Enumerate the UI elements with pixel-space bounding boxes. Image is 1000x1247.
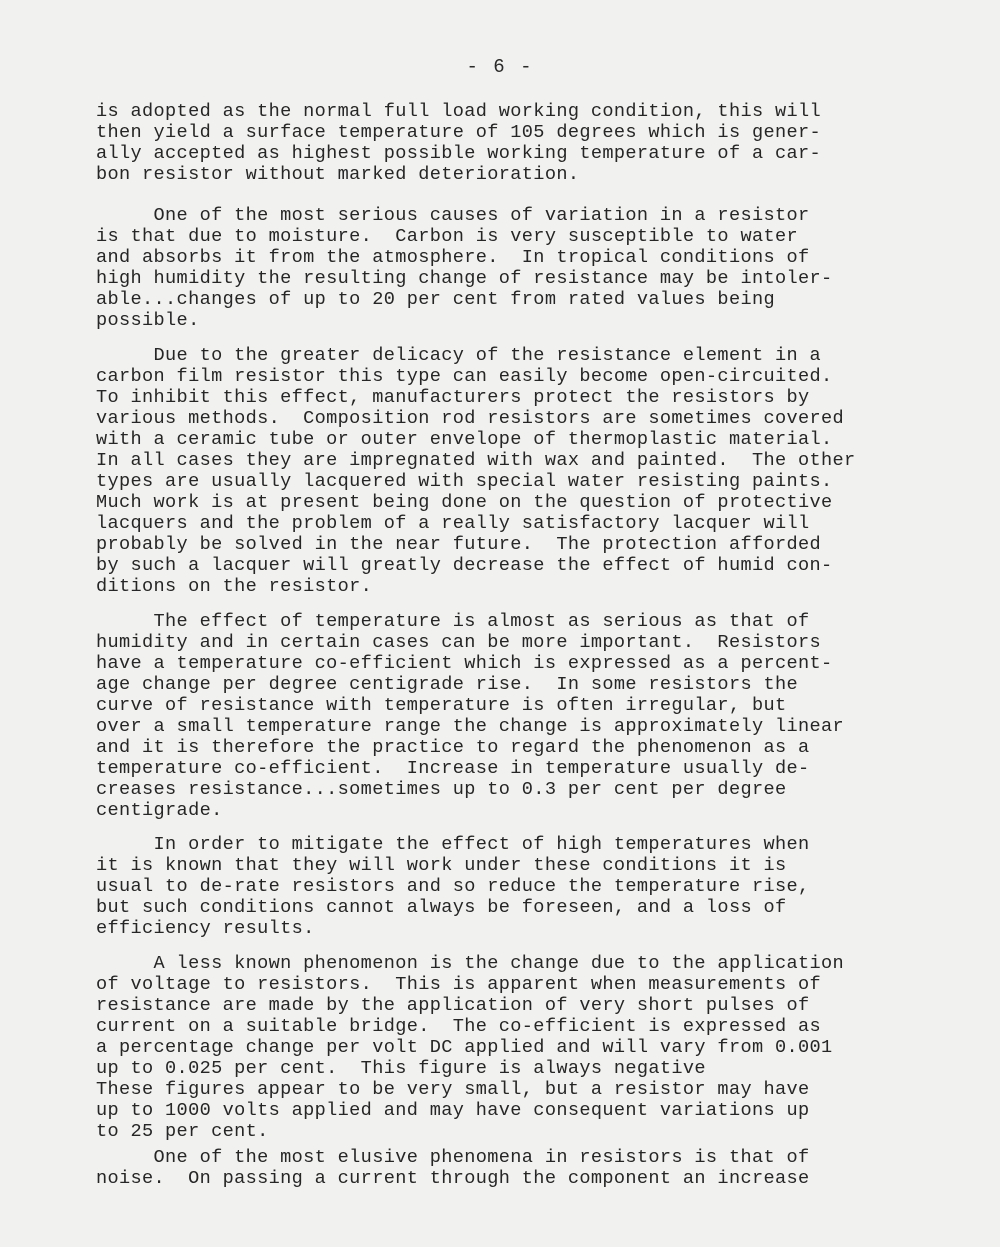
text-line: is that due to moisture. Carbon is very susceptible to water	[96, 226, 798, 247]
text-line: but such conditions cannot always be foreseen, and a loss of	[96, 897, 787, 918]
text-line: In order to mitigate the effect of high temperatures when	[96, 834, 810, 855]
text-line: Much work is at present being done on the question of protective	[96, 492, 833, 513]
text-line: lacquers and the problem of a really satisfactory lacquer will	[96, 513, 810, 534]
text-line: resistance are made by the application of very short pulses of	[96, 995, 810, 1016]
paragraph-noise	[96, 1147, 926, 1189]
text-line: These figures appear to be very small, but a resistor may have	[96, 1079, 810, 1100]
text-line: then yield a surface temperature of 105 degrees which is gener-	[96, 122, 822, 143]
paragraph-protection	[96, 345, 926, 597]
paragraph-voltage	[96, 953, 926, 1142]
text-line: by such a lacquer will greatly decrease the effect of humid con-	[96, 555, 833, 576]
page-number: - 6 -	[466, 56, 534, 78]
text-line: able...changes of up to 20 per cent from rated values being	[96, 289, 775, 310]
text-line: centigrade.	[96, 800, 223, 821]
text-line: possible.	[96, 310, 200, 331]
text-line: with a ceramic tube or outer envelope of thermoplastic material.	[96, 429, 833, 450]
text-line: have a temperature co-efficient which is expressed as a percent-	[96, 653, 833, 674]
text-line: age change per degree centigrade rise. In some resistors the	[96, 674, 798, 695]
text-line: high humidity the resulting change of resistance may be intoler-	[96, 268, 833, 289]
text-line: curve of resistance with temperature is often irregular, but	[96, 695, 787, 716]
text-line: current on a suitable bridge. The co-efficient is expressed as	[96, 1016, 822, 1037]
paragraph-temperature	[96, 611, 926, 821]
text-line: usual to de-rate resistors and so reduce the temperature rise,	[96, 876, 810, 897]
text-line: ditions on the resistor.	[96, 576, 373, 597]
text-line: To inhibit this effect, manufacturers protect the resistors by	[96, 387, 810, 408]
text-line: types are usually lacquered with special water resisting paints.	[96, 471, 833, 492]
text-line: and it is therefore the practice to regard the phenomenon as a	[96, 737, 810, 758]
text-line: up to 0.025 per cent. This figure is always negative	[96, 1058, 706, 1079]
paragraph-working-condition	[96, 101, 926, 185]
text-line: is adopted as the normal full load working condition, this will	[96, 101, 822, 122]
text-line: probably be solved in the near future. The protection afforded	[96, 534, 822, 555]
text-line: One of the most serious causes of variation in a resistor	[96, 205, 810, 226]
paragraph-moisture	[96, 205, 926, 331]
text-line: In all cases they are impregnated with wax and painted. The other	[96, 450, 856, 471]
text-line: ally accepted as highest possible working temperature of a car-	[96, 143, 822, 164]
text-line: A less known phenomenon is the change due to the application	[96, 953, 845, 974]
text-line: The effect of temperature is almost as serious as that of	[96, 611, 810, 632]
text-line: noise. On passing a current through the component an increase	[96, 1168, 810, 1189]
text-line: it is known that they will work under these conditions it is	[96, 855, 787, 876]
text-line: and absorbs it from the atmosphere. In tropical conditions of	[96, 247, 810, 268]
text-line: Due to the greater delicacy of the resistance element in a	[96, 345, 822, 366]
text-line: creases resistance...sometimes up to 0.3 per cent per degree	[96, 779, 787, 800]
text-line: of voltage to resistors. This is apparent when measurements of	[96, 974, 822, 995]
text-line: over a small temperature range the change is approximately linear	[96, 716, 845, 737]
text-line: efficiency results.	[96, 918, 315, 939]
text-line: up to 1000 volts applied and may have consequent variations up	[96, 1100, 810, 1121]
text-line: various methods. Composition rod resistors are sometimes covered	[96, 408, 845, 429]
text-line: humidity and in certain cases can be more important. Resistors	[96, 632, 822, 653]
text-line: to 25 per cent.	[96, 1121, 269, 1142]
text-line: One of the most elusive phenomena in resistors is that of	[96, 1147, 810, 1168]
text-line: temperature co-efficient. Increase in temperature usually de-	[96, 758, 810, 779]
text-line: bon resistor without marked deterioration.	[96, 164, 580, 185]
text-line: a percentage change per volt DC applied and will vary from 0.001	[96, 1037, 833, 1058]
paragraph-derating	[96, 834, 926, 939]
text-line: carbon film resistor this type can easily become open-circuited.	[96, 366, 833, 387]
